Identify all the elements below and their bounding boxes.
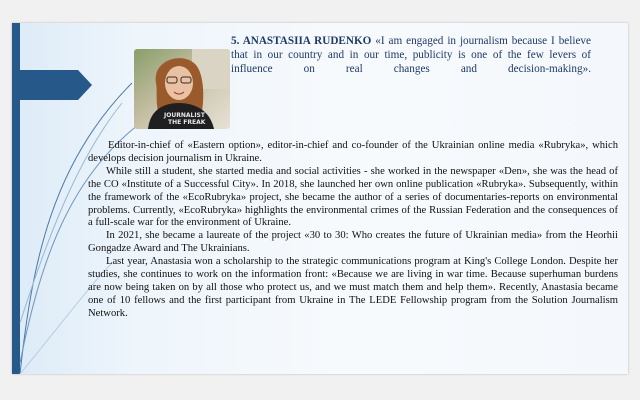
svg-text:THE FREAK: THE FREAK [168,119,206,126]
paragraph-2: While still a student, she started media and social activities - she worked in the newspaper «Den», she was the head of the CO «Institute of a Successful City». In 2018, she launched her own online publication «Rubryka». Subsequently, within the framework of the «EcoRubryka» project, she became the author of a series of documentaries-reports on environmental problems. Currently, «EcoRubryka» highlights the environmental crimes of the Russian Federation and the consequences of a full-scale war for the environment of Ukraine. [88,165,618,229]
paragraph-4: Last year, Anastasia won a scholarship to the strategic communications program at King's College London. Despite her studies, she continues to work on the information front: «Because we are living in war time. Because superhuman burdens are now being taken on by all those who protect us, and we must match them and help them». Recently, Anastasia became one of 10 fellows and the first participant from Ukraine in The LEDE Fellowship program from the Solution Journalism Network. [88,256,618,319]
person-name: 5. ANASTASIIA RUDENKO [231,35,372,47]
arrow-marker [12,68,96,102]
biography-text [88,140,618,321]
shirt-lettering: JOURNALIST [164,112,205,119]
slide [12,23,628,374]
heading-quote [231,34,591,77]
portrait-photo [134,49,230,129]
paragraph-3: In 2021, she became a laureate of the project «30 to 30: Who creates the future of Ukrainian media» from the Heorhii Gongadze Award and The Ukrainians. [88,230,618,255]
paragraph-1: Editor-in-chief of «Eastern option», editor-in-chief and co-founder of the Ukrainian online media «Rubryka», which develops decision journalism in Ukraine. [88,140,618,164]
quote-text: «I am engaged in journalism because I believe that in our country and in our time, publicity is one of the few levers of influence on real changes and decision-making». [231,35,591,76]
